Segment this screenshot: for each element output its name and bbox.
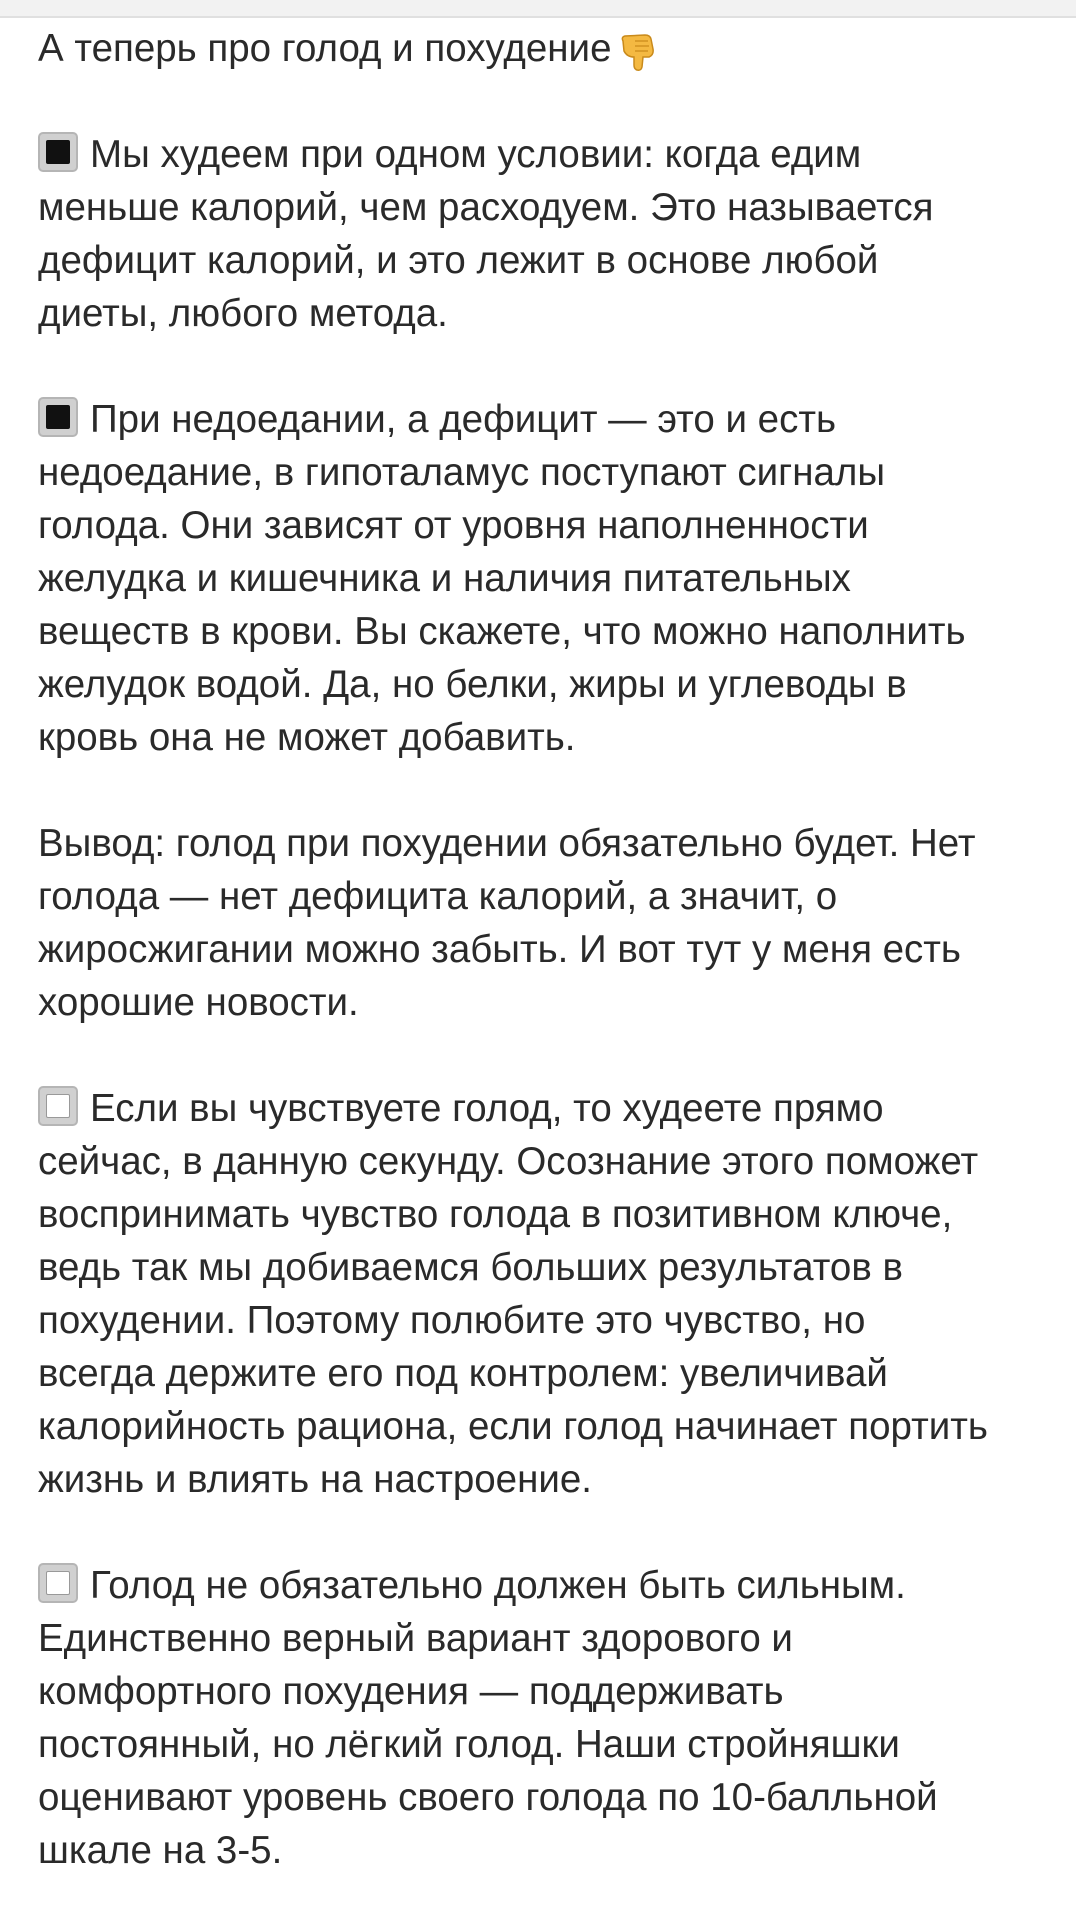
line-text: голода — нет дефицита калорий, а значит, о bbox=[38, 875, 838, 918]
white-square-bullet-icon bbox=[38, 1563, 78, 1603]
white-square-bullet-icon bbox=[38, 1086, 78, 1126]
text-line bbox=[38, 1082, 1048, 1135]
line-text: жиросжигании можно забыть. И вот тут у меня есть bbox=[38, 928, 961, 971]
text-line bbox=[38, 552, 1048, 605]
line-text: голода. Они зависят от уровня наполненности bbox=[38, 504, 869, 547]
line-text: Если вы чувствуете голод, то худеете прямо bbox=[90, 1087, 884, 1130]
black-square-bullet-icon bbox=[38, 397, 78, 437]
heading-paragraph bbox=[38, 22, 1048, 75]
text-paragraph bbox=[38, 817, 1048, 1029]
heading-line bbox=[38, 22, 1048, 75]
text-line bbox=[38, 181, 1048, 234]
line-text: постоянный, но лёгкий голод. Наши стройняшки bbox=[38, 1723, 900, 1766]
line-text: меньше калорий, чем расходуем. Это называется bbox=[38, 186, 934, 229]
line-text: похудении. Поэтому полюбите это чувство, но bbox=[38, 1299, 866, 1342]
line-text: хорошие новости. bbox=[38, 981, 359, 1024]
text-line bbox=[38, 1347, 1048, 1400]
text-line bbox=[38, 1453, 1048, 1506]
text-line bbox=[38, 817, 1048, 870]
text-line bbox=[38, 287, 1048, 340]
text-line bbox=[38, 446, 1048, 499]
text-line bbox=[38, 605, 1048, 658]
text-paragraph bbox=[38, 128, 1048, 340]
text-line bbox=[38, 976, 1048, 1029]
line-text: комфортного похудения — поддерживать bbox=[38, 1670, 784, 1713]
top-bar bbox=[0, 0, 1076, 18]
line-text: всегда держите его под контролем: увеличивай bbox=[38, 1352, 888, 1395]
line-text: сейчас, в данную секунду. Осознание этого поможет bbox=[38, 1140, 979, 1183]
line-text: желудок водой. Да, но белки, жиры и углеводы в bbox=[38, 663, 907, 706]
text-paragraph bbox=[38, 393, 1048, 764]
text-line bbox=[38, 923, 1048, 976]
text-line bbox=[38, 711, 1048, 764]
line-text: недоедание, в гипоталамус поступают сигналы bbox=[38, 451, 886, 494]
line-text: оценивают уровень своего голода по 10-балльной bbox=[38, 1776, 938, 1819]
text-line bbox=[38, 1665, 1048, 1718]
line-text: желудка и кишечника и наличия питательных bbox=[38, 557, 851, 600]
text-line bbox=[38, 1824, 1048, 1877]
text-line bbox=[38, 1135, 1048, 1188]
black-square-bullet-icon bbox=[38, 132, 78, 172]
text-line bbox=[38, 1718, 1048, 1771]
line-text: дефицит калорий, и это лежит в основе любой bbox=[38, 239, 879, 282]
line-text: Единственно верный вариант здорового и bbox=[38, 1617, 793, 1660]
line-text: При недоедании, а дефицит — это и есть bbox=[90, 398, 837, 441]
line-text: воспринимать чувство голода в позитивном ключе, bbox=[38, 1193, 953, 1236]
text-paragraph bbox=[38, 1082, 1048, 1506]
text-line bbox=[38, 1612, 1048, 1665]
line-text: Голод не обязательно должен быть сильным. bbox=[90, 1564, 906, 1607]
line-text: Мы худеем при одном условии: когда едим bbox=[90, 133, 862, 176]
line-text: калорийность рациона, если голод начинает портить bbox=[38, 1405, 988, 1448]
text-line bbox=[38, 393, 1048, 446]
paragraph-list bbox=[38, 128, 1048, 1877]
heading-text: А теперь про голод и похудение bbox=[38, 27, 612, 70]
line-text: кровь она не может добавить. bbox=[38, 716, 576, 759]
line-text: шкале на 3-5. bbox=[38, 1829, 283, 1872]
text-line bbox=[38, 870, 1048, 923]
line-text: веществ в крови. Вы скажете, что можно наполнить bbox=[38, 610, 966, 653]
pointing-down-hand-icon bbox=[615, 27, 661, 73]
text-line bbox=[38, 234, 1048, 287]
text-paragraph bbox=[38, 1559, 1048, 1877]
text-line bbox=[38, 1400, 1048, 1453]
line-text: ведь так мы добиваемся больших результатов в bbox=[38, 1246, 903, 1289]
line-text: жизнь и влиять на настроение. bbox=[38, 1458, 592, 1501]
post-text bbox=[38, 22, 1048, 1930]
text-line bbox=[38, 658, 1048, 711]
text-line bbox=[38, 1559, 1048, 1612]
text-line bbox=[38, 1241, 1048, 1294]
text-line bbox=[38, 1188, 1048, 1241]
text-line bbox=[38, 1771, 1048, 1824]
line-text: диеты, любого метода. bbox=[38, 292, 448, 335]
text-line bbox=[38, 128, 1048, 181]
text-line bbox=[38, 499, 1048, 552]
line-text: Вывод: голод при похудении обязательно будет. Нет bbox=[38, 822, 976, 865]
text-line bbox=[38, 1294, 1048, 1347]
